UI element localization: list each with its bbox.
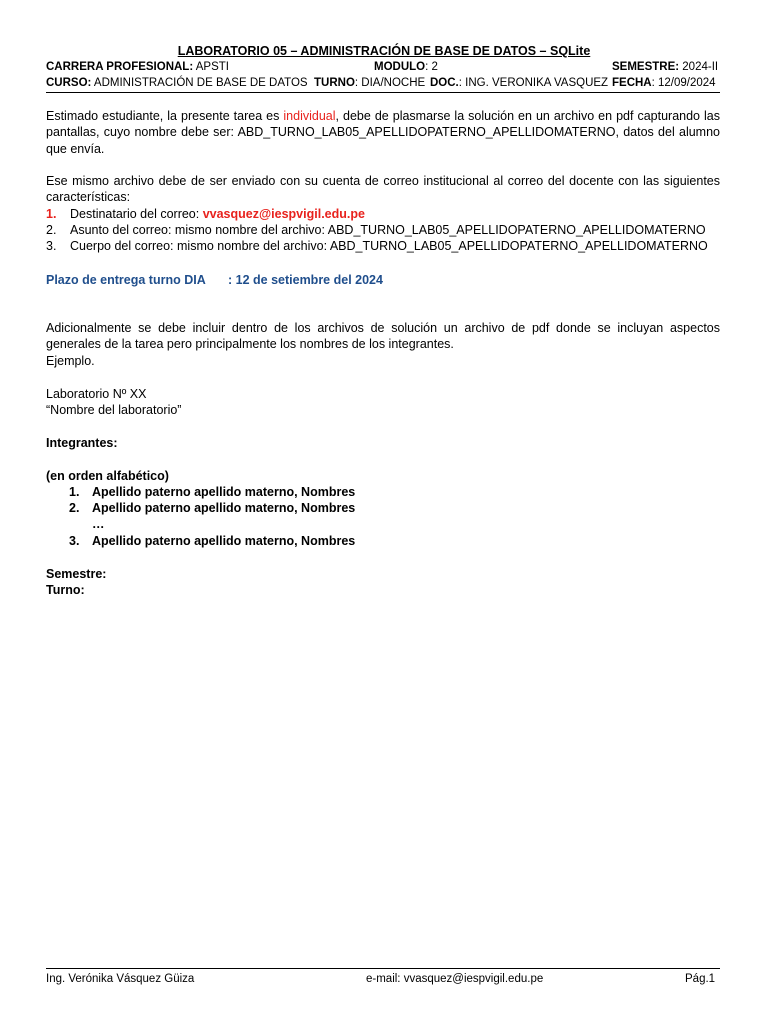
footer-page-number: Pág.1: [685, 973, 716, 985]
curso-field: [46, 76, 308, 90]
orden-note: (en orden alfabético): [46, 469, 169, 483]
doc-value: : ING. VERONIKA VASQUEZ: [458, 77, 609, 89]
intro-text-after: , debe de plasmarse la solución en un archivo en pdf capturando las pantallas, cuyo nombre debe ser: ABD_TURNO_LAB05_APELLIDOPATERNO_APELLIDOMATERNO, datos del alumno que envía.: [46, 109, 721, 156]
list-number: 3.: [69, 534, 80, 548]
fecha-field: [612, 76, 716, 90]
instructions-paragraph: Ese mismo archivo debe de ser enviado con su cuenta de correo institucional al correo del docente con las siguientes características:: [46, 174, 720, 205]
footer-email: e-mail: vvasquez@iespvigil.edu.pe: [366, 973, 544, 985]
deadline-label: Plazo de entrega turno DIA: [46, 273, 206, 287]
intro-paragraph: [46, 108, 720, 157]
list-number: 1.: [69, 485, 80, 499]
fecha-label: FECHA: [612, 77, 652, 89]
list-number: 1.: [46, 207, 57, 221]
member-text: Apellido paterno apellido materno, Nombres: [92, 501, 356, 515]
deadline-value: : 12 de setiembre del 2024: [228, 273, 383, 287]
turno-field-example: Turno:: [46, 583, 85, 597]
lab-title: LABORATORIO 05 – ADMINISTRACIÓN DE BASE DE DATOS – SQLite: [177, 44, 591, 58]
destinatario-label: Destinatario del correo:: [70, 207, 203, 221]
semestre-value: 2024-II: [679, 61, 719, 73]
individual-highlight: individual: [283, 109, 336, 123]
list-number: 3.: [46, 239, 57, 253]
email-list-item: [46, 222, 706, 238]
integrantes-heading: Integrantes:: [46, 436, 118, 450]
example-lab-number: Laboratorio Nº XX: [46, 387, 147, 401]
member-list-item: [69, 533, 355, 549]
footer-divider: [46, 968, 720, 969]
semestre-field-example: Semestre:: [46, 567, 107, 581]
doc-label: DOC.: [430, 77, 459, 89]
member-list-item: [69, 484, 355, 500]
list-number: 2.: [46, 223, 57, 237]
modulo-value: : 2: [425, 61, 438, 73]
carrera-label: CARRERA PROFESIONAL:: [46, 61, 194, 73]
member-text: Apellido paterno apellido materno, Nombres: [92, 534, 356, 548]
ejemplo-label: Ejemplo.: [46, 354, 95, 368]
header-divider: [46, 92, 720, 93]
semestre-label: SEMESTRE:: [612, 61, 680, 73]
email-list-item: [46, 238, 708, 254]
curso-label: CURSO:: [46, 77, 92, 89]
fecha-value: : 12/09/2024: [651, 77, 716, 89]
cuerpo-label: Cuerpo del correo: mismo nombre del archivo: ABD_TURNO_LAB05_APELLIDOPATERNO_APELLIDOMATERNO: [70, 239, 708, 253]
modulo-label: MODULO: [374, 61, 426, 73]
footer-author: Ing. Verónika Vásquez Güiza: [46, 973, 195, 985]
member-ellipsis: …: [92, 517, 105, 531]
turno-value: : DIA/NOCHE: [354, 77, 426, 89]
turno-field: [314, 76, 425, 90]
email-list-item: [46, 206, 365, 222]
member-text: Apellido paterno apellido materno, Nombres: [92, 485, 356, 499]
carrera-value: APSTI: [193, 61, 229, 73]
semestre-field: [612, 60, 718, 74]
intro-text-before: Estimado estudiante, la presente tarea es: [46, 109, 284, 123]
example-lab-name: “Nombre del laboratorio”: [46, 403, 182, 417]
list-number: 2.: [69, 501, 80, 515]
carrera-field: [46, 60, 229, 74]
turno-label: TURNO: [314, 77, 355, 89]
modulo-field: [374, 60, 438, 74]
member-list-item: [69, 500, 355, 516]
destinatario-email: vvasquez@iespvigil.edu.pe: [202, 207, 365, 221]
additional-paragraph: Adicionalmente se debe incluir dentro de los archivos de solución un archivo de pdf donde se incluyan aspectos generales de la tarea pero principalmente los nombres de los integrantes.: [46, 321, 720, 352]
asunto-label: Asunto del correo: mismo nombre del archivo: ABD_TURNO_LAB05_APELLIDOPATERNO_APELLIDOMATERNO: [70, 223, 706, 237]
curso-value: ADMINISTRACIÓN DE BASE DE DATOS: [91, 77, 308, 89]
doc-field: [430, 76, 608, 90]
